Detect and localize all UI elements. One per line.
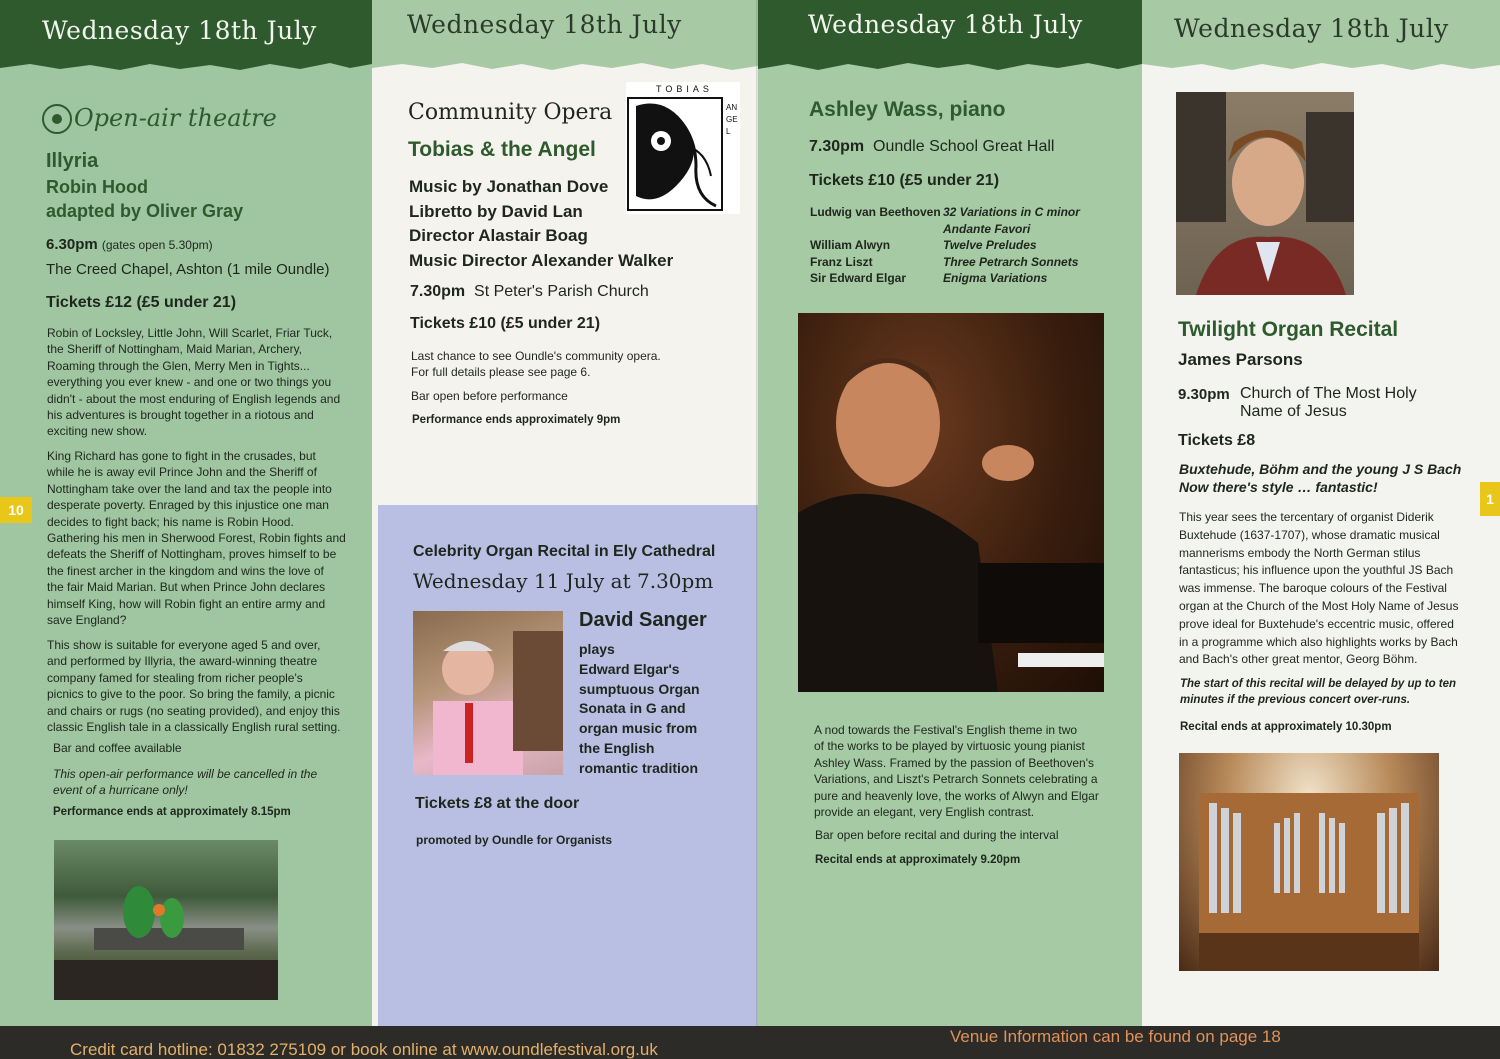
celeb-title: Celebrity Organ Recital in Ely Cathedral bbox=[413, 543, 716, 560]
torn-edge bbox=[758, 58, 1142, 74]
credit-libretto: Libretto by David Lan bbox=[409, 201, 583, 221]
opera-title: Tobias & the Angel bbox=[408, 138, 596, 161]
program-row: William Alwyn Twelve Preludes bbox=[810, 238, 1037, 253]
show-time: 9.30pm bbox=[1178, 386, 1230, 403]
organist-portrait bbox=[1176, 92, 1354, 295]
end-time: Recital ends at approximately 9.20pm bbox=[815, 854, 1021, 866]
time-line bbox=[46, 236, 213, 253]
end-time: Recital ends at approximately 10.30pm bbox=[1180, 721, 1392, 733]
organist-photo bbox=[413, 611, 563, 775]
venue: Oundle School Great Hall bbox=[873, 138, 1055, 155]
bar-info: Bar open before performance bbox=[411, 389, 568, 403]
venue: Church of The Most Holy Name of Jesus bbox=[1240, 385, 1417, 420]
date-header-band bbox=[758, 0, 1142, 62]
date-header: Wednesday 18th July bbox=[407, 10, 682, 39]
date-header: Wednesday 18th July bbox=[808, 10, 1083, 39]
delay-note: The start of this recital will be delayed by up to ten minutes if the previous concert over-runs. bbox=[1180, 678, 1457, 707]
show-time: 6.30pm bbox=[46, 236, 98, 253]
venue: St Peter's Parish Church bbox=[474, 283, 649, 300]
performer-name: James Parsons bbox=[1178, 350, 1303, 369]
program-row: Franz Liszt Three Petrarch Sonnets bbox=[810, 254, 1079, 269]
company-name: Illyria bbox=[46, 150, 99, 172]
hotline-text: Credit card hotline: 01832 275109 or book online at www.oundlefestival.org.uk bbox=[70, 1040, 658, 1059]
tickets: Tickets £10 (£5 under 21) bbox=[809, 172, 1000, 189]
series-label: Community Opera bbox=[408, 100, 613, 125]
opera-logo bbox=[626, 82, 740, 214]
page-number-right: 1 bbox=[1480, 482, 1500, 516]
date-header-band bbox=[0, 0, 372, 62]
logo-text-side: ANGEL bbox=[726, 103, 738, 136]
date-header: Wednesday 18th July bbox=[1174, 14, 1449, 43]
date-header: Wednesday 18th July bbox=[42, 16, 317, 45]
logo-text-top: TOBIAS bbox=[656, 84, 713, 94]
time-venue-line bbox=[410, 283, 649, 301]
recital-title: Twilight Organ Recital bbox=[1178, 318, 1399, 341]
tickets: Tickets £8 bbox=[1178, 432, 1256, 449]
organ-photo bbox=[1179, 753, 1439, 971]
celeb-tickets: Tickets £8 at the door bbox=[415, 795, 580, 812]
paragraph-audience: This show is suitable for everyone aged 5 and over, and performed by Illyria, the award-winning theatre company famed for stealing from richer people's picnics to give to the poor. So bring the family, a picnic and chairs or rugs (no seating provided), and enjoy this classic English tale in a classically English rural setting. bbox=[47, 638, 341, 735]
torn-edge bbox=[0, 58, 372, 74]
program-row: Ludwig van Beethoven 32 Variations in C minor bbox=[810, 205, 1080, 219]
tickets: Tickets £10 (£5 under 21) bbox=[410, 315, 601, 332]
page-number-left: 10 bbox=[0, 497, 32, 523]
end-time: Performance ends at approximately 8.15pm bbox=[53, 806, 291, 818]
program-list bbox=[810, 204, 1080, 287]
adapted-by: adapted by Oliver Gray bbox=[46, 201, 244, 221]
venue-info-text: Venue Information can be found on page 18 bbox=[950, 1027, 1281, 1046]
program-row: Sir Edward Elgar Enigma Variations bbox=[810, 271, 1048, 286]
torn-edge bbox=[372, 58, 758, 74]
program-row: Andante Favori bbox=[943, 221, 1031, 236]
cancel-note: This open-air performance will be cancelled in the event of a hurricane only! bbox=[53, 767, 318, 798]
column-open-air-theatre bbox=[0, 0, 372, 1030]
paragraph-intro: Robin of Locksley, Little John, Will Scarlet, Friar Tuck, the Sheriff of Nottingham, Maid Marian, Archery, Roaming through the Glen, Merry Men in Tights... everything you ever knew - and one or two things you didn't - about the most enduring of English legends and his adventures is brought together in a riotous and exciting new show. bbox=[47, 326, 341, 439]
show-title: Robin Hood bbox=[46, 177, 148, 197]
torn-edge bbox=[1142, 58, 1500, 74]
pianist-photo bbox=[798, 313, 1104, 692]
recital-description: A nod towards the Festival's English theme in two of the works to be played by virtuosic young pianist Ashley Wass. Framed by the passion of Beethoven's Variations, and Liszt's Petrarch Sonnets celebrating a pure and heavenly love, the works of Alwyn and Elgar provide an elegant, very English contrast. bbox=[814, 723, 1099, 820]
date-header-band bbox=[372, 0, 758, 62]
column-ashley-wass bbox=[758, 0, 1142, 1030]
opera-note: Last chance to see Oundle's community opera. For full details please see page 6. bbox=[411, 349, 661, 380]
flower-icon bbox=[40, 102, 74, 136]
celeb-date: Wednesday 11 July at 7.30pm bbox=[413, 569, 714, 593]
tagline: Buxtehude, Böhm and the young J S Bach Now there's style … fantastic! bbox=[1179, 461, 1462, 495]
theatre-photo bbox=[54, 840, 278, 1000]
celeb-name: David Sanger bbox=[579, 609, 707, 631]
celebrity-organ-panel bbox=[378, 505, 762, 1030]
paragraph-story: King Richard has gone to fight in the crusades, but while he is away evil Prince John and the Sheriff of Nottingham take over the land and tax the people into desperate poverty. Enraged by this injustice one man decides to fight back; his name is Robin Hood. Gathering his men in Sherwood Forest, Robin fights and defeats the Sheriff of Nottingham, proves himself to be the finest archer in the kingdom and wins the love of the fair Maid Marian. But when Prince John declares himself King, how will Robin fight an entire army and save England? bbox=[47, 449, 346, 628]
angel-artwork bbox=[626, 96, 724, 212]
show-time: 7.30pm bbox=[410, 283, 466, 300]
end-time: Performance ends approximately 9pm bbox=[412, 414, 621, 426]
recital-title: Ashley Wass, piano bbox=[809, 98, 1006, 121]
recital-description: This year sees the tercentary of organist Diderik Buxtehude (1637-1707), whose dramatic musical mannerisms embody the North German stilus fantasticus; his influence upon the youthful JS Bach was immense. The baroque colours of the Festival organ at the Church of the Most Holy Name of Jesus prove ideal for Buxtehude's eccentric music, offered in a programme which also highlights works by Bach and Bach's other great mentor, Georg Böhm. bbox=[1179, 510, 1459, 667]
bar-info: Bar and coffee available bbox=[53, 741, 182, 755]
show-time: 7.30pm bbox=[809, 138, 865, 155]
tickets: Tickets £12 (£5 under 21) bbox=[46, 294, 237, 311]
celeb-promoter: promoted by Oundle for Organists bbox=[416, 833, 613, 847]
footer-bar bbox=[0, 1026, 1500, 1059]
series-label: Open-air theatre bbox=[74, 104, 277, 132]
date-header-band bbox=[1142, 0, 1500, 62]
gates-time: (gates open 5.30pm) bbox=[101, 238, 213, 252]
credit-music: Music by Jonathan Dove bbox=[409, 177, 609, 196]
column-twilight-organ bbox=[1142, 0, 1500, 1030]
credit-director: Director Alastair Boag bbox=[409, 226, 588, 245]
time-venue-line bbox=[809, 138, 1054, 156]
venue: The Creed Chapel, Ashton (1 mile Oundle) bbox=[46, 261, 330, 278]
celeb-description: plays Edward Elgar's sumptuous Organ Sonata in G and organ music from the English romantic tradition bbox=[579, 641, 700, 776]
credit-music-director: Music Director Alexander Walker bbox=[409, 250, 674, 270]
bar-info: Bar open before recital and during the interval bbox=[815, 828, 1059, 842]
